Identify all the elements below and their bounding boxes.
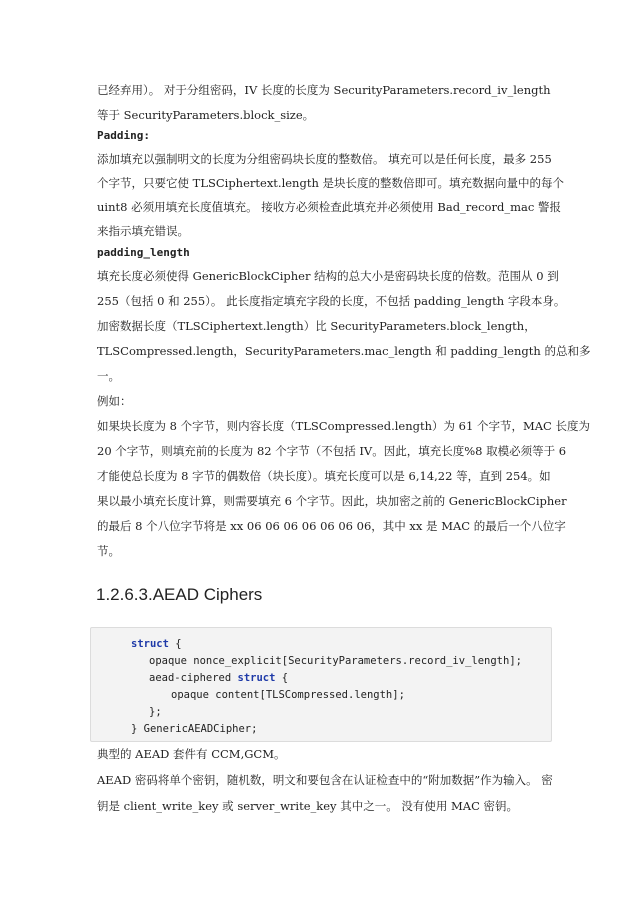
code-text: { <box>275 672 289 684</box>
paragraph-line: 20 个字节，则填充前的长度为 82 个字节（不包括 IV。因此，填充长度%8 取模必须等于 6 <box>97 444 567 458</box>
code-line: opaque content[TLSCompressed.length]; <box>171 689 405 701</box>
paragraph-line: 加密数据长度（TLSCiphertext.length）比 SecurityParameters.block_length， <box>97 319 536 333</box>
padding-heading: Padding: <box>97 129 150 142</box>
paragraph-line: 钥是 client_write_key 或 server_write_key 其中之一。 没有使用 MAC 密钥。 <box>97 799 519 813</box>
code-block <box>90 627 552 742</box>
paragraph-line: 才能使总长度为 8 字节的偶数倍（块长度）。填充长度可以是 6,14,22 等，直到 254。如 <box>97 469 551 483</box>
code-line <box>131 637 182 651</box>
code-line: }; <box>149 706 162 718</box>
paragraph-line: 255（包括 0 和 255）。 此长度指定填充字段的长度，不包括 padding_length 字段本身。 <box>97 294 566 308</box>
code-line <box>149 671 288 685</box>
code-text: aead-ciphered <box>149 672 238 684</box>
paragraph-line: 等于 SecurityParameters.block_size。 <box>97 108 315 122</box>
paragraph-line: 添加填充以强制明文的长度为分组密码块长度的整数倍。 填充可以是任何长度，最多 255 <box>97 152 552 166</box>
code-line: } GenericAEADCipher; <box>131 723 258 735</box>
paragraph-line: 例如： <box>97 394 132 408</box>
paragraph-line: uint8 必须用填充长度值填充。 接收方必须检查此填充并必须使用 Bad_record_mac 警报 <box>97 200 561 214</box>
paragraph-line: 个字节，只要它使 TLSCiphertext.length 是块长度的整数倍即可。填充数据向量中的每个 <box>97 176 565 190</box>
paragraph-line: 的最后 8 个八位字节将是 xx 06 06 06 06 06 06 06，其中 xx 是 MAC 的最后一个八位字 <box>97 519 566 533</box>
paragraph-line: AEAD 密码将单个密钥，随机数，明文和要包含在认证检查中的“附加数据”作为输入。 密 <box>97 773 553 787</box>
paragraph-line: 如果块长度为 8 个字节，则内容长度（TLSCompressed.length）为 61 个字节，MAC 长度为 <box>97 419 590 433</box>
paragraph-line: 典型的 AEAD 套件有 CCM,GCM。 <box>97 747 286 761</box>
code-line: opaque nonce_explicit[SecurityParameters.record_iv_length]; <box>149 655 522 667</box>
paragraph-line: 已经弃用）。 对于分组密码，IV 长度的长度为 SecurityParameters.record_iv_length <box>97 83 551 97</box>
section-title: 1.2.6.3.AEAD Ciphers <box>96 585 263 604</box>
paragraph-line: TLSCompressed.length，SecurityParameters.mac_length 和 padding_length 的总和多 <box>97 344 591 358</box>
code-keyword: struct <box>131 638 169 650</box>
paragraph-line: 填充长度必须使得 GenericBlockCipher 结构的总大小是密码块长度的倍数。范围从 0 到 <box>97 269 559 283</box>
paragraph-line: 节。 <box>97 544 120 558</box>
code-text: { <box>168 638 182 650</box>
paragraph-line: 一。 <box>97 369 120 383</box>
code-keyword: struct <box>237 672 276 684</box>
paragraph-line: 来指示填充错误。 <box>97 224 189 238</box>
paragraph-line: 果以最小填充长度计算，则需要填充 6 个字节。因此，块加密之前的 GenericBlockCipher <box>97 494 567 508</box>
padding-length-heading: padding_length <box>97 246 190 259</box>
